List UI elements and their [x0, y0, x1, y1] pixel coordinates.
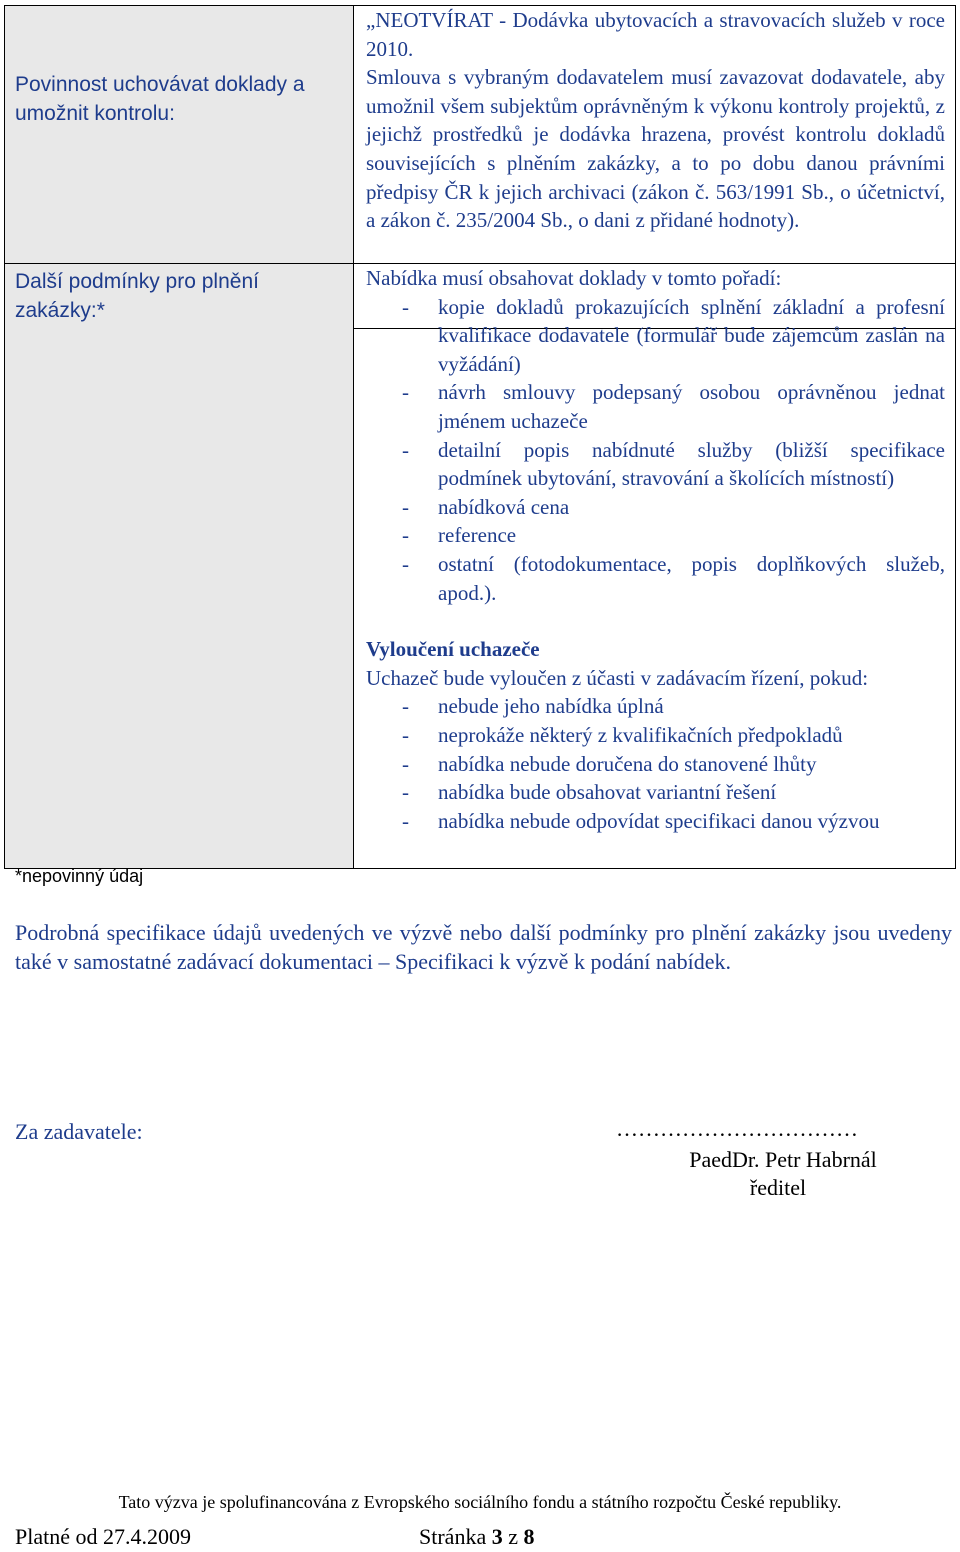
exclusion-intro: Uchazeč bude vyloučen z účasti v zadávacím řízení, pokud: [366, 665, 869, 690]
signature-label: Za zadavatele: [15, 1119, 143, 1144]
specification-paragraph: Podrobná specifikace údajů uvedených ve výzvě nebo další podmínky pro plnění zakázky jsou uvedeny také v samostatné zadávací dokumentaci – Specifikaci k výzvě k podání nabídek. [15, 920, 952, 974]
exclusion-heading: Vyloučení uchazeče [366, 637, 540, 662]
list-item: - návrh smlouvy podepsaný osobou oprávněnou jednat jménem uchazeče [402, 380, 945, 433]
optional-footnote: *nepovinný údaj [15, 866, 144, 886]
signatory-title: ředitel [749, 1175, 807, 1200]
page-of: z [508, 1524, 518, 1549]
row-content-conditions [354, 264, 956, 869]
page-current: 3 [491, 1524, 503, 1549]
page-word: Stránka [419, 1524, 487, 1549]
page-number [419, 1524, 534, 1550]
list-item: - neprokáže některý z kvalifikačních předpokladů [402, 722, 843, 747]
list-item: - nabídková cena [402, 494, 570, 519]
list-item: - kopie dokladů prokazujících splnění základní a profesní kvalifikace dodavatele (formulář bude zájemcům zaslán na vyžádání) [402, 294, 945, 376]
signature-line: …………………………… [616, 1116, 858, 1141]
signatory-name: PaedDr. Petr Habrnál [689, 1147, 877, 1172]
page-total: 8 [523, 1524, 535, 1549]
list-item: - nebude jeho nabídka úplná [402, 694, 664, 719]
row-label-obligation: Povinnost uchovávat doklady a umožnit kontrolu: [5, 6, 354, 329]
list-item: - nabídka nebude odpovídat specifikaci danou výzvou [402, 808, 880, 833]
list-item: - detailní popis nabídnuté služby (bližší specifikace podmínek ubytování, stravování a školících místností) [402, 437, 945, 491]
obligation-text: Smlouva s vybraným dodavatelem musí zavazovat dodavatele, aby umožnil všem subjektům oprávněným k výkonu kontroly projektů, z jejichž prostředků je dodávka hrazena, provést kontrolu dokladů souvisejících s plněním zakázky, a to po dobu danou právními předpisy ČR k jejich archivaci (zákon č. 563/1991 Sb., o účetnictví, a zákon č. 235/2004 Sb., o dani z přidané hodnoty). [366, 65, 945, 233]
footer-valid-from: Platné od 27.4.2009 [15, 1524, 191, 1549]
offer-documents-list [366, 293, 945, 608]
row-label-conditions: Další podmínky pro plnění zakázky:* [5, 264, 354, 869]
contract-title: „NEOTVÍRAT - Dodávka ubytovacích a stravovacích služeb v roce 2010. [366, 8, 945, 61]
list-item: - ostatní (fotodokumentace, popis doplňkových služeb, apod.). [402, 551, 945, 605]
table-row-conditions [4, 263, 956, 869]
exclusion-list [366, 692, 945, 835]
offer-intro: Nabídka musí obsahovat doklady v tomto pořadí: [366, 266, 782, 290]
list-item: - reference [402, 523, 517, 548]
list-item: - nabídka bude obsahovat variantní řešení [402, 780, 777, 805]
list-item: - nabídka nebude doručena do stanovené lhůty [402, 751, 817, 776]
footer-funding-note: Tato výzva je spolufinancována z Evropského sociálního fondu a státního rozpočtu České republiky. [118, 1492, 842, 1512]
